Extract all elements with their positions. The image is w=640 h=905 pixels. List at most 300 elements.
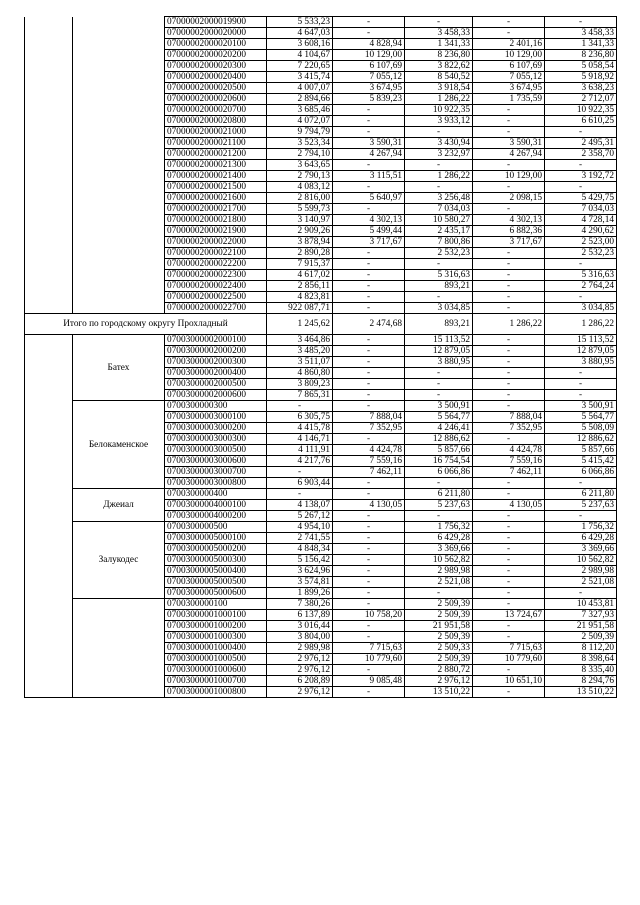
value-cell: 3 115,51 (333, 171, 405, 182)
value-cell: - (267, 401, 333, 412)
value-cell: - (473, 577, 545, 588)
value-cell: 2 521,08 (545, 577, 617, 588)
value-cell: 5 316,63 (545, 270, 617, 281)
code-cell: 07003000003000800 (165, 478, 267, 489)
value-cell: 16 754,54 (405, 456, 473, 467)
blank-cell (25, 39, 73, 50)
total-row (25, 314, 617, 335)
value-cell: - (473, 346, 545, 357)
blank-cell (25, 28, 73, 39)
value-cell: 3 804,00 (267, 632, 333, 643)
value-cell: - (473, 599, 545, 610)
blank-cell (25, 303, 73, 314)
value-cell: - (333, 105, 405, 116)
value-cell: 2 976,12 (267, 654, 333, 665)
code-cell: 07003000001000400 (165, 643, 267, 654)
value-cell: - (333, 577, 405, 588)
blank-cell (25, 281, 73, 292)
table-row (25, 204, 617, 215)
value-cell: - (333, 566, 405, 577)
total-label: Итого по городскому округу Прохладный (25, 314, 267, 335)
blank-cell (25, 171, 73, 182)
value-cell: 10 922,35 (545, 105, 617, 116)
blank-cell (73, 292, 165, 303)
value-cell: - (473, 434, 545, 445)
value-cell: - (333, 478, 405, 489)
value-cell: 3 430,94 (405, 138, 473, 149)
value-cell: - (333, 292, 405, 303)
value-cell: 3 415,74 (267, 72, 333, 83)
code-cell: 07003000005000500 (165, 577, 267, 588)
value-cell: 4 130,05 (473, 500, 545, 511)
code-cell: 07003000004000100 (165, 500, 267, 511)
value-cell: 2 816,00 (267, 193, 333, 204)
value-cell: 4 146,71 (267, 434, 333, 445)
value-cell: 10 562,82 (405, 555, 473, 566)
value-cell: 1 735,59 (473, 94, 545, 105)
blank-cell (73, 94, 165, 105)
blank-cell (25, 17, 73, 28)
value-cell: 7 715,63 (473, 643, 545, 654)
table-row (25, 259, 617, 270)
table-row (25, 303, 617, 314)
value-cell: - (545, 182, 617, 193)
value-cell: 3 717,67 (473, 237, 545, 248)
value-cell: 5 508,09 (545, 423, 617, 434)
code-cell: 07003000005000100 (165, 533, 267, 544)
value-cell: 10 922,35 (405, 105, 473, 116)
table-row (25, 248, 617, 259)
value-cell: - (405, 368, 473, 379)
table-row (25, 270, 617, 281)
table-row (25, 193, 617, 204)
table-row (25, 138, 617, 149)
value-cell: 3 523,34 (267, 138, 333, 149)
table-row (25, 105, 617, 116)
value-cell: 6 066,86 (545, 467, 617, 478)
code-cell: 07003000002000600 (165, 390, 267, 401)
value-cell: 1 245,62 (267, 314, 333, 335)
value-cell: - (473, 182, 545, 193)
table-row (25, 599, 617, 610)
tariff-table (24, 16, 617, 698)
table-row (25, 335, 617, 346)
value-cell: 4 130,05 (333, 500, 405, 511)
value-cell: 7 915,37 (267, 259, 333, 270)
value-cell: - (333, 434, 405, 445)
code-cell: 07003000001000800 (165, 687, 267, 698)
value-cell: - (473, 357, 545, 368)
blank-cell (25, 94, 73, 105)
value-cell: - (405, 588, 473, 599)
blank-cell (25, 259, 73, 270)
value-cell: 5 564,77 (405, 412, 473, 423)
code-cell: 07003000001000700 (165, 676, 267, 687)
value-cell: 3 918,54 (405, 83, 473, 94)
value-cell: 10 779,60 (473, 654, 545, 665)
value-cell: - (333, 160, 405, 171)
value-cell: 7 055,12 (473, 72, 545, 83)
value-cell: 12 879,05 (545, 346, 617, 357)
value-cell: - (333, 204, 405, 215)
value-cell: 2 401,16 (473, 39, 545, 50)
value-cell: 1 286,22 (405, 171, 473, 182)
value-cell: 4 104,67 (267, 50, 333, 61)
value-cell: 922 087,71 (267, 303, 333, 314)
value-cell: 7 865,31 (267, 390, 333, 401)
code-cell: 07003000001000600 (165, 665, 267, 676)
value-cell: 2 894,66 (267, 94, 333, 105)
value-cell: 1 286,22 (473, 314, 545, 335)
value-cell: 5 429,75 (545, 193, 617, 204)
value-cell: 4 728,14 (545, 215, 617, 226)
value-cell: - (333, 555, 405, 566)
value-cell: 2 880,72 (405, 665, 473, 676)
value-cell: - (545, 379, 617, 390)
value-cell: 2 098,15 (473, 193, 545, 204)
blank-cell (73, 303, 165, 314)
value-cell: 3 590,31 (473, 138, 545, 149)
code-cell: 07000002000021600 (165, 193, 267, 204)
blank-cell (25, 204, 73, 215)
value-cell: 5 237,63 (405, 500, 473, 511)
value-cell: 4 415,78 (267, 423, 333, 434)
blank-cell (73, 182, 165, 193)
value-cell: 6 882,36 (473, 226, 545, 237)
blank-cell (25, 50, 73, 61)
value-cell: 4 617,02 (267, 270, 333, 281)
value-cell: 4 083,12 (267, 182, 333, 193)
code-cell: 07000002000020100 (165, 39, 267, 50)
table-row (25, 39, 617, 50)
value-cell: 3 369,66 (545, 544, 617, 555)
code-cell: 07000002000020800 (165, 116, 267, 127)
code-cell: 0700300000500 (165, 522, 267, 533)
district-cell (25, 335, 73, 698)
value-cell: 15 113,52 (545, 335, 617, 346)
tariff-table-page (24, 16, 616, 698)
value-cell: 3 500,91 (545, 401, 617, 412)
code-cell: 0700300000400 (165, 489, 267, 500)
value-cell: - (473, 281, 545, 292)
value-cell: 21 951,58 (405, 621, 473, 632)
blank-cell (25, 226, 73, 237)
code-cell: 07003000003000600 (165, 456, 267, 467)
value-cell: 10 562,82 (545, 555, 617, 566)
code-cell: 07000002000022000 (165, 237, 267, 248)
value-cell: 7 034,03 (545, 204, 617, 215)
value-cell: 1 341,33 (405, 39, 473, 50)
value-cell: - (405, 160, 473, 171)
value-cell: - (333, 632, 405, 643)
value-cell: 4 267,94 (333, 149, 405, 160)
settlement-name (73, 599, 165, 698)
value-cell: - (333, 28, 405, 39)
value-cell: - (333, 270, 405, 281)
value-cell: 7 888,04 (473, 412, 545, 423)
value-cell: - (473, 390, 545, 401)
value-cell: - (473, 368, 545, 379)
blank-cell (73, 237, 165, 248)
value-cell: 1 756,32 (405, 522, 473, 533)
value-cell: - (545, 259, 617, 270)
value-cell: - (405, 17, 473, 28)
blank-cell (73, 204, 165, 215)
value-cell: - (333, 621, 405, 632)
value-cell: 13 510,22 (545, 687, 617, 698)
value-cell: - (473, 204, 545, 215)
code-cell: 07003000005000200 (165, 544, 267, 555)
code-cell: 07003000001000100 (165, 610, 267, 621)
value-cell: - (545, 127, 617, 138)
value-cell: - (473, 566, 545, 577)
value-cell: 7 559,16 (333, 456, 405, 467)
value-cell: 5 599,73 (267, 204, 333, 215)
value-cell: - (267, 489, 333, 500)
code-cell: 07000002000021100 (165, 138, 267, 149)
settlement-name: Батех (73, 335, 165, 401)
value-cell: 7 462,11 (473, 467, 545, 478)
value-cell: 3 624,96 (267, 566, 333, 577)
value-cell: 4 217,76 (267, 456, 333, 467)
value-cell: - (333, 17, 405, 28)
code-cell: 07000002000021700 (165, 204, 267, 215)
blank-cell (73, 116, 165, 127)
value-cell: 3 458,33 (405, 28, 473, 39)
value-cell: - (473, 270, 545, 281)
value-cell: 4 302,13 (473, 215, 545, 226)
value-cell: - (545, 478, 617, 489)
table-row (25, 215, 617, 226)
code-cell: 07003000003000100 (165, 412, 267, 423)
blank-cell (25, 116, 73, 127)
blank-cell (25, 61, 73, 72)
blank-cell (73, 138, 165, 149)
value-cell: 3 192,72 (545, 171, 617, 182)
value-cell: - (473, 17, 545, 28)
code-cell: 07003000003000700 (165, 467, 267, 478)
value-cell: 4 302,13 (333, 215, 405, 226)
value-cell: 7 715,63 (333, 643, 405, 654)
value-cell: - (333, 127, 405, 138)
value-cell: 2 521,08 (405, 577, 473, 588)
code-cell: 07000002000022300 (165, 270, 267, 281)
blank-cell (73, 72, 165, 83)
blank-cell (73, 61, 165, 72)
value-cell: 2 532,23 (545, 248, 617, 259)
value-cell: 3 590,31 (333, 138, 405, 149)
table-row (25, 149, 617, 160)
value-cell: 5 316,63 (405, 270, 473, 281)
value-cell: - (333, 522, 405, 533)
value-cell: 9 085,48 (333, 676, 405, 687)
value-cell: 3 685,46 (267, 105, 333, 116)
value-cell: 3 638,23 (545, 83, 617, 94)
value-cell: 8 236,80 (545, 50, 617, 61)
table-row (25, 83, 617, 94)
value-cell: 4 138,07 (267, 500, 333, 511)
value-cell: 2 532,23 (405, 248, 473, 259)
code-cell: 07000002000020400 (165, 72, 267, 83)
code-cell: 07000002000020500 (165, 83, 267, 94)
code-cell: 0700300000300 (165, 401, 267, 412)
table-row (25, 28, 617, 39)
value-cell: - (473, 544, 545, 555)
value-cell: 3 809,23 (267, 379, 333, 390)
value-cell: 10 758,20 (333, 610, 405, 621)
code-cell: 07003000001000300 (165, 632, 267, 643)
table-row (25, 182, 617, 193)
blank-cell (73, 149, 165, 160)
value-cell: 9 794,79 (267, 127, 333, 138)
value-cell: 5 564,77 (545, 412, 617, 423)
value-cell: - (333, 116, 405, 127)
code-cell: 07000002000021900 (165, 226, 267, 237)
blank-cell (73, 248, 165, 259)
value-cell: 6 211,80 (545, 489, 617, 500)
settlement-name: Джеиал (73, 489, 165, 522)
code-cell: 07003000002000200 (165, 346, 267, 357)
value-cell: - (333, 401, 405, 412)
value-cell: 7 055,12 (333, 72, 405, 83)
value-cell: 2 856,11 (267, 281, 333, 292)
code-cell: 07000002000022200 (165, 259, 267, 270)
value-cell: - (333, 303, 405, 314)
value-cell: 4 828,94 (333, 39, 405, 50)
table-row (25, 522, 617, 533)
blank-cell (73, 215, 165, 226)
blank-cell (73, 17, 165, 28)
value-cell: 3 500,91 (405, 401, 473, 412)
value-cell: 3 674,95 (473, 83, 545, 94)
value-cell: 2 509,39 (405, 599, 473, 610)
value-cell: 3 717,67 (333, 237, 405, 248)
table-row (25, 17, 617, 28)
value-cell: - (473, 248, 545, 259)
value-cell: 3 511,07 (267, 357, 333, 368)
value-cell: 2 712,07 (545, 94, 617, 105)
code-cell: 07003000002000400 (165, 368, 267, 379)
value-cell: 6 305,75 (267, 412, 333, 423)
value-cell: - (333, 687, 405, 698)
value-cell: 3 574,81 (267, 577, 333, 588)
value-cell: 6 107,69 (333, 61, 405, 72)
value-cell: 2 523,00 (545, 237, 617, 248)
settlement-name: Белокаменское (73, 401, 165, 489)
blank-cell (25, 215, 73, 226)
code-cell: 07000002000022400 (165, 281, 267, 292)
value-cell: 3 485,20 (267, 346, 333, 357)
value-cell: 2 509,39 (405, 610, 473, 621)
value-cell: 2 509,39 (405, 654, 473, 665)
blank-cell (73, 160, 165, 171)
value-cell: 7 559,16 (473, 456, 545, 467)
value-cell: 3 674,95 (333, 83, 405, 94)
value-cell: 5 058,54 (545, 61, 617, 72)
value-cell: - (473, 687, 545, 698)
value-cell: 2 358,70 (545, 149, 617, 160)
value-cell: - (333, 346, 405, 357)
value-cell: 2 976,12 (267, 687, 333, 698)
code-cell: 07003000004000200 (165, 511, 267, 522)
value-cell: - (405, 478, 473, 489)
value-cell: 2 435,17 (405, 226, 473, 237)
value-cell: 4 007,07 (267, 83, 333, 94)
blank-cell (73, 281, 165, 292)
value-cell: 7 327,93 (545, 610, 617, 621)
value-cell: - (473, 621, 545, 632)
value-cell: 10 651,10 (473, 676, 545, 687)
value-cell: 5 918,92 (545, 72, 617, 83)
blank-cell (25, 182, 73, 193)
value-cell: 13 724,67 (473, 610, 545, 621)
code-cell: 07003000001000200 (165, 621, 267, 632)
value-cell: - (473, 160, 545, 171)
value-cell: 2 794,10 (267, 149, 333, 160)
settlement-name: Залукодес (73, 522, 165, 599)
value-cell: 2 909,26 (267, 226, 333, 237)
value-cell: 4 848,34 (267, 544, 333, 555)
blank-cell (73, 270, 165, 281)
value-cell: 2 989,98 (267, 643, 333, 654)
value-cell: 6 429,28 (405, 533, 473, 544)
blank-cell (73, 171, 165, 182)
value-cell: 4 647,03 (267, 28, 333, 39)
value-cell: 2 509,39 (545, 632, 617, 643)
value-cell: - (405, 292, 473, 303)
blank-cell (25, 248, 73, 259)
value-cell: - (333, 390, 405, 401)
value-cell: - (545, 390, 617, 401)
value-cell: - (405, 390, 473, 401)
value-cell: 8 294,76 (545, 676, 617, 687)
value-cell: - (333, 533, 405, 544)
code-cell: 0700300000100 (165, 599, 267, 610)
value-cell: - (333, 588, 405, 599)
value-cell: - (473, 292, 545, 303)
code-cell: 07003000002000100 (165, 335, 267, 346)
blank-cell (25, 149, 73, 160)
code-cell: 07000002000022500 (165, 292, 267, 303)
value-cell: 4 267,94 (473, 149, 545, 160)
value-cell: 7 800,86 (405, 237, 473, 248)
value-cell: 893,21 (405, 314, 473, 335)
blank-cell (25, 127, 73, 138)
table-row (25, 489, 617, 500)
value-cell: - (545, 17, 617, 28)
value-cell: - (405, 259, 473, 270)
value-cell: 4 823,81 (267, 292, 333, 303)
code-cell: 07000002000020600 (165, 94, 267, 105)
value-cell: 3 464,86 (267, 335, 333, 346)
value-cell: - (333, 368, 405, 379)
value-cell: 10 129,00 (473, 50, 545, 61)
value-cell: 3 256,48 (405, 193, 473, 204)
code-cell: 07003000005000600 (165, 588, 267, 599)
value-cell: 6 208,89 (267, 676, 333, 687)
value-cell: - (545, 368, 617, 379)
value-cell: 3 140,97 (267, 215, 333, 226)
value-cell: 4 246,41 (405, 423, 473, 434)
value-cell: - (333, 665, 405, 676)
value-cell: 893,21 (405, 281, 473, 292)
value-cell: 10 129,00 (473, 171, 545, 182)
table-body (25, 17, 617, 698)
table-row (25, 116, 617, 127)
code-cell: 07003000002000500 (165, 379, 267, 390)
value-cell: 3 643,65 (267, 160, 333, 171)
value-cell: 4 860,80 (267, 368, 333, 379)
